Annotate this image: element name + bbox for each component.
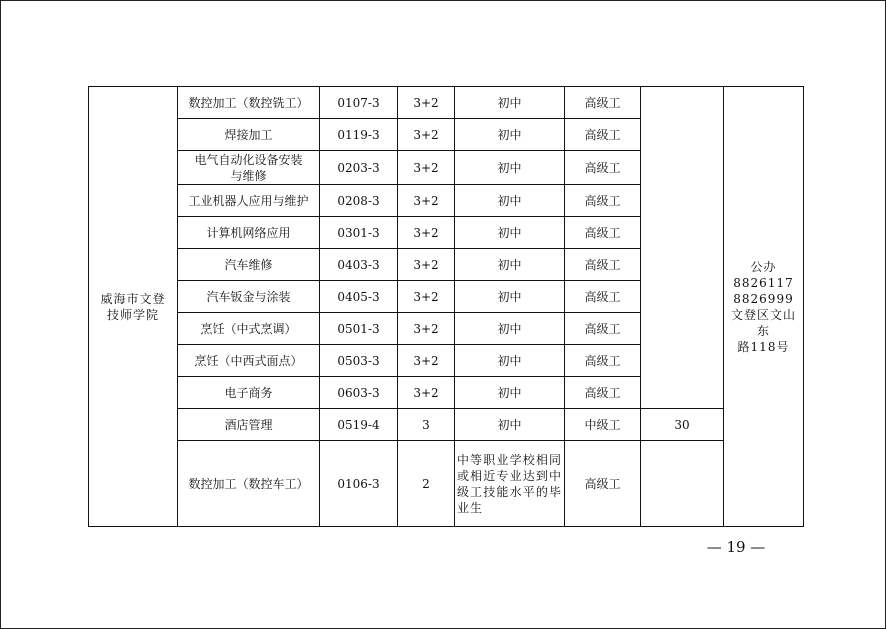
entry-requirement-cell [455,441,565,527]
years-cell: 2 [398,441,455,527]
major-cell: 计算机网络应用 [178,217,320,249]
code-cell: 0203-3 [320,151,398,185]
level-cell: 高级工 [565,281,641,313]
requirement-line: 业生 [457,500,484,515]
code-cell: 0106-3 [320,441,398,527]
major-cell: 电子商务 [178,377,320,409]
school-name-line: 威海市文登 [100,291,166,306]
years-cell: 3+2 [398,281,455,313]
major-cell: 工业机器人应用与维护 [178,185,320,217]
major-cell: 数控加工（数控铣工） [178,87,320,119]
major-cell: 烹饪（中西式面点） [178,345,320,377]
years-cell: 3+2 [398,185,455,217]
major-cell: 酒店管理 [178,409,320,441]
major-line: 电气自动化设备安装 [194,152,303,167]
phone-number: 8826117 [733,275,794,290]
code-cell: 0119-3 [320,119,398,151]
entry-cell: 初中 [455,249,565,281]
years-cell: 3 [398,409,455,441]
entry-cell: 初中 [455,313,565,345]
plan-cell: 30 [641,409,724,441]
entry-cell: 初中 [455,185,565,217]
major-cell: 焊接加工 [178,119,320,151]
code-cell: 0107-3 [320,87,398,119]
school-type: 公办 [750,259,777,274]
major-cell: 汽车维修 [178,249,320,281]
major-line: 与维修 [230,168,267,183]
level-cell: 高级工 [565,377,641,409]
major-cell: 汽车钣金与涂装 [178,281,320,313]
major-cell [178,151,320,185]
years-cell: 3+2 [398,151,455,185]
level-cell: 中级工 [565,409,641,441]
code-cell: 0208-3 [320,185,398,217]
address-line: 文登区文山东 [730,307,796,338]
level-cell: 高级工 [565,345,641,377]
requirement-line: 中等职业学校相同 [457,452,562,467]
level-cell: 高级工 [565,441,641,527]
level-cell: 高级工 [565,217,641,249]
level-cell: 高级工 [565,87,641,119]
page-number: — 19 — [706,538,766,556]
level-cell: 高级工 [565,249,641,281]
code-cell: 0501-3 [320,313,398,345]
entry-cell: 初中 [455,377,565,409]
plan-cell [641,441,724,527]
requirement-line: 级工技能水平的毕 [457,484,562,499]
years-cell: 3+2 [398,87,455,119]
years-cell: 3+2 [398,217,455,249]
table-row [89,87,804,119]
entry-cell: 初中 [455,87,565,119]
level-cell: 高级工 [565,313,641,345]
level-cell: 高级工 [565,119,641,151]
phone-number: 8826999 [733,291,794,306]
entry-cell: 初中 [455,409,565,441]
years-cell: 3+2 [398,313,455,345]
code-cell: 0519-4 [320,409,398,441]
requirement-line: 或相近专业达到中 [457,468,562,483]
entry-cell: 初中 [455,345,565,377]
major-cell: 烹饪（中式烹调） [178,313,320,345]
major-cell: 数控加工（数控车工） [178,441,320,527]
table-row [89,441,804,527]
school-name-cell [89,87,178,527]
level-cell: 高级工 [565,185,641,217]
table-row [89,409,804,441]
entry-cell: 初中 [455,119,565,151]
code-cell: 0405-3 [320,281,398,313]
code-cell: 0603-3 [320,377,398,409]
entry-cell: 初中 [455,151,565,185]
years-cell: 3+2 [398,377,455,409]
years-cell: 3+2 [398,345,455,377]
plan-cell [641,87,724,409]
address-line: 路118号 [737,339,790,354]
code-cell: 0403-3 [320,249,398,281]
years-cell: 3+2 [398,249,455,281]
entry-cell: 初中 [455,281,565,313]
level-cell: 高级工 [565,151,641,185]
contact-cell [724,87,804,527]
years-cell: 3+2 [398,119,455,151]
code-cell: 0503-3 [320,345,398,377]
entry-cell: 初中 [455,217,565,249]
enrollment-table [88,86,804,527]
school-name-line: 技师学院 [106,307,159,322]
code-cell: 0301-3 [320,217,398,249]
